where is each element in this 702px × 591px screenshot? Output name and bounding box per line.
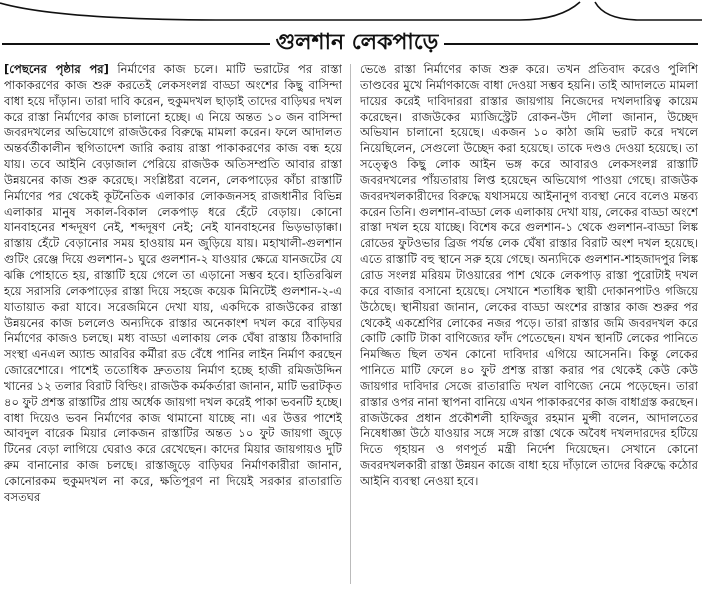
headline-rule-left — [2, 43, 270, 45]
article-column-right — [360, 62, 698, 588]
left-column-text: নির্মাণের কাজ চলে। মাটি ভরাটের পর রাস্তা পাকাকরণের কাজ শুরু করতেই লেকসংলগ্ন বাড্ডা অংশের কিছু বাসিন্দা বাধা হয়ে দাঁড়ান। তারা দাবি করেন, হুকুমদখল ছাড়াই তাদের বাড়িঘর দখল করে রাস্তা নির্মাণের কাজ চালানো হচ্ছে। এ নিয়ে অন্তত ১০ জন বাসিন্দা জবরদখলের অভিযোগে রাজউকের বিরুদ্ধে মামলা করেন। ফলে আদালত অন্তর্বর্তীকালীন স্থগিতাদেশ জারি করায় রাস্তা পাকাকরণের কাজ বন্ধ হয়ে যায়। তবে আইনি বেড়াজাল পেরিয়ে রাজউক অতিসম্প্রতি আবার রাস্তা উন্নয়নের কাজ শুরু করেছে। সংশ্লিষ্টরা বলেন, লেকপাড়ের কাঁচা রাস্তাটি নির্মাণের পর থেকেই কূটনৈতিক এলাকার লোকজনসহ রাজধানীর বিভিন্ন এলাকার মানুষ সকাল-বিকাল লেকপাড় ধরে হেঁটে বেড়ায়। কোনো যানবাহনের শব্দদূষণ নেই, শব্দদূষণ নেই; নেই যানবাহনের ভিড়ভাড়াক্কা। রাস্তায় হেঁটে বেড়ানোর সময় হাওয়ায় মন জুড়িয়ে যায়। মহাখালী-গুলশান গুটিং রেঞ্জে দিয়ে গুলশান-১ ঘুরে গুলশান-২ যাওয়ার ক্ষেত্রে যানজটের যে ঝক্কি পোহাতে হয়, রাস্তাটি হয়ে গেলে তা এড়ানো সম্ভব হবে। হাতিরঝিল হয়ে সরাসরি লেকপাড়ের রাস্তা দিয়ে সহজে কয়েক মিনিটেই গুলশান-২-এ যাতায়াত করা যাবে। সরেজমিনে দেখা যায়, একদিকে রাজউকের রাস্তা উন্নয়নের কাজ চললেও অন্যদিকে রাস্তার অনেকাংশ দখল করে বাড়িঘর নির্মাণের কাজও চলছে। মধ্য বাড্ডা এলাকায় লেক ঘেঁষা রাস্তায় ঠিকাদারি সংস্থা এনএল অ্যান্ড আরবির কর্মীরা রড বেঁধে পানির লাইন নির্মাণ করছেন জোরেশোরে। পাশেই ততোধিক দ্রুততায় নির্মাণ হচ্ছে হাজী রমিজউদ্দিন খানের ১২ তলার বিরাট বিল্ডিং। রাজউক কর্মকর্তারা জানান, মাটি ভরাটকৃত ৪০ ফুট প্রশস্ত রাস্তাটির প্রায় অর্ধেক জায়গা দখল করেই পাকা ভবনটি হচ্ছে। বাধা দিয়েও ভবন নির্মাণের কাজ থামানো যাচ্ছে না। এর উত্তর পাশেই আবদুল বারেক মিয়ার লোকজন রাস্তাটির অন্তত ১০ ফুট জায়গা জুড়ে টিনের বেড়া লাগিয়ে ঘেরাও করে রেখেছেন। কাদের মিয়ার জায়গায়ও দুটি রুম বানানোর কাজ চলছে। রাস্তাজুড়ে বাড়িঘর নির্মাণকারীরা জানান, কোনোরকম হুকুমদখল না করে, ক্ষতিপূরণ না দিয়েই সরকার রাতারাতি বসতঘর — [4, 62, 342, 504]
article-column-left — [4, 62, 342, 588]
headline: গুলশান লেকপাড়ে — [275, 30, 439, 55]
continuation-label: [পেছনের পৃষ্ঠার পর] — [4, 62, 109, 76]
column-divider — [350, 64, 351, 584]
paragraph-right: ভেঙে রাস্তা নির্মাণের কাজ শুরু করে। তখন প্রতিবাদ করেও পুলিশি তাণ্ডবের মুখে নির্মাণকাজে বাধা দেওয়া সম্ভব হয়নি। তাই আদালতে মামলা দায়ের করেই দাবিদাররা রাস্তার জায়গায় নিজেদের দখলদারিত্ব কায়েম করেছেন। রাজউকের ম্যাজিস্ট্রেট রোকন-উদ দৌলা জানান, উচ্ছেদ অভিযান চালানো হয়েছে। একজন ১০ কাঠা জমি ভরাট করে দখলে নিয়েছিলেন, সেগুলো উচ্ছেদ করা হয়েছে। তাকে দণ্ডও দেওয়া হয়েছে। তা সত্ত্বেও কিছু লোক আইন ভঙ্গ করে আবারও লেকসংলগ্ন রাস্তাটি জবরদখলের পাঁয়তারায় লিপ্ত হয়েছেন অভিযোগ পাওয়া গেছে। রাজউক জবরদখলকারীদের বিরুদ্ধে যথাসময়ে আইনানুগ ব্যবস্থা নেবে বলেও মন্তব্য করেন তিনি। গুলশান-বাড্ডা লেক এলাকায় দেখা যায়, লেকের বাড্ডা অংশে রাস্তা দখল হয়ে যাচ্ছে। বিশেষ করে গুলশান-১ থেকে গুলশান-বাড্ডা লিঙ্ক রোডের ফুটওভার ব্রিজ পর্যন্ত লেক ঘেঁষা রাস্তার বিরাট অংশ দখল হয়েছে। এতে রাস্তাটি বহু স্থানে সরু হয়ে গেছে। অন্যদিকে গুলশান-শাহজাদপুর লিঙ্ক রোড সংলগ্ন মরিয়ম টাওয়ারের পাশ থেকে লেকপাড় রাস্তা পুরোটাই দখল করে বাজার বসানো হয়েছে। সেখানে শতাধিক স্থায়ী দোকানপাটও গজিয়ে উঠেছে। স্থানীয়রা জানান, লেকের বাড্ডা অংশের রাস্তার কাজ শুরুর পর থেকেই একশ্রেণির লোকের নজর পড়ে। তারা রাস্তার জমি জবরদখল করে কোটি কোটি টাকা বাণিজ্যের ফাঁদ পেতেছেন। যখন স্থানটি লেকের পানিতে নিমজ্জিত ছিল তখন কোনো দাবিদার এগিয়ে আসেননি। কিন্তু লেকের পানিতে মাটি ফেলে ৪০ ফুট প্রশস্ত রাস্তা করার পর থেকেই কেউ কেউ জায়গার দাবিদার সেজে রাতারাতি দখল বাণিজ্যে নেমে পড়েছেন। তারা রাস্তার ওপর নানা স্থাপনা বানিয়ে এখন পাকাকরণের কাজ বাধাগ্রস্ত করছেন। রাজউকের প্রধান প্রকৌশলী হাফিজুর রহমান মুন্সী বলেন, আদালতের নিষেধাজ্ঞা উঠে যাওয়ার সঙ্গে সঙ্গে রাস্তা থেকে অবৈধ দখলদারদের হটিয়ে দিতে গৃহায়ন ও গণপূর্ত মন্ত্রী নির্দেশ দিয়েছেন। সেখানে কোনো জবরদখলকারী রাস্তা উন্নয়ন কাজে বাধা হয়ে দাঁড়ালে তাদের বিরুদ্ধে কঠোর আইনি ব্যবস্থা নেওয়া হবে। — [360, 62, 698, 488]
paragraph-left — [4, 62, 342, 506]
previous-article-border — [0, 0, 702, 26]
headline-rule-right — [444, 43, 698, 45]
article-header — [0, 28, 702, 58]
